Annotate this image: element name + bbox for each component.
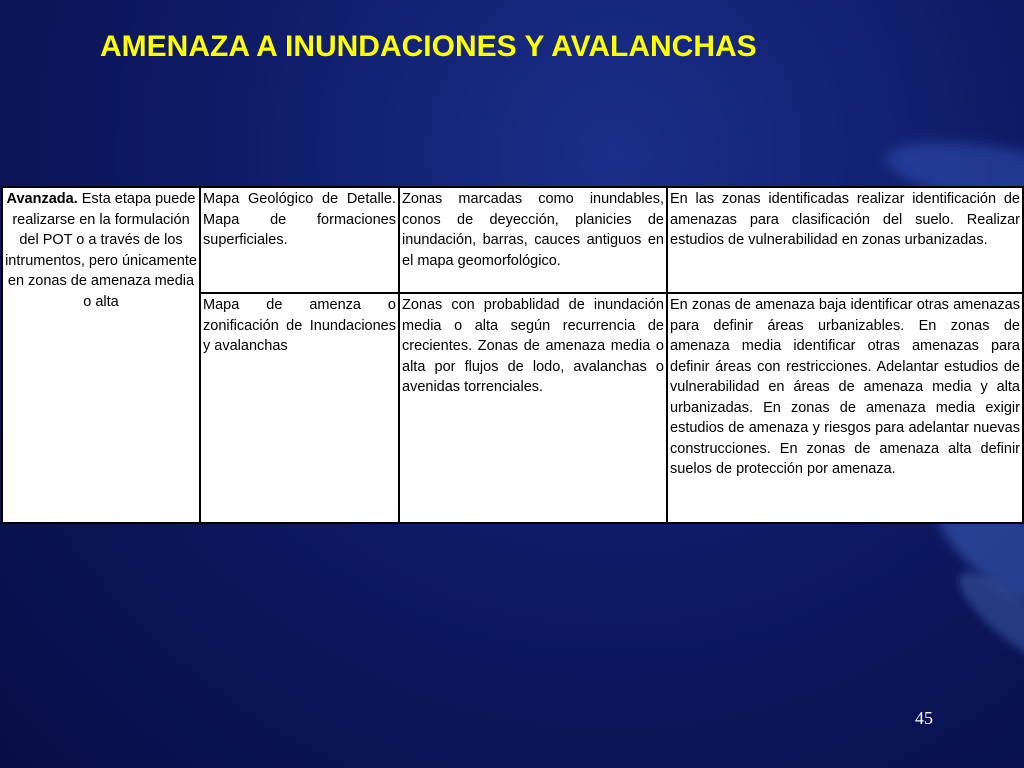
level-label: Avanzada. [6,191,78,207]
map-cell: Mapa de amenza o zonificación de Inundaciones y avalanchas [200,293,399,523]
level-description: Esta etapa puede realizarse en la formulación del POT o a través de los intrumentos, pero únicamente en zonas de amenaza media o alta [5,191,197,310]
zones-cell: Zonas con probablidad de inundación media o alta según recurrencia de crecientes. Zonas de amenaza media o alta por flujos de lodo, avalanchas o avenidas torrenciales. [399,293,667,523]
page-number: 45 [915,708,933,728]
action-cell: En zonas de amenaza baja identificar otras amenazas para definir áreas urbanizables. En zonas de amenaza media identificar otras amenazas para definir áreas con restricciones. Adelantar estudios de vulnerabilidad en áreas de amenaza media y alta urbanizadas. En zonas de amenaza media exigir estudios de amenaza y riesgos para adelantar nuevas construcciones. En zonas de amenaza alta definir suelos de protección por amenaza. [667,293,1023,523]
background-swoosh [948,560,1024,681]
action-cell: En las zonas identificadas realizar identificación de amenazas para clasificación del suelo. Realizar estudios de vulnerabilidad en zonas urbanizadas. [667,187,1023,293]
map-cell: Mapa Geológico de Detalle. Mapa de formaciones superficiales. [200,187,399,293]
slide-title: AMENAZA A INUNDACIONES Y AVALANCHAS [100,30,757,63]
hazard-table [1,186,1024,524]
level-cell [2,187,200,523]
table-row [2,187,1023,293]
zones-cell: Zonas marcadas como inundables, conos de deyección, planicies de inundación, barras, cauces antiguos en el mapa geomorfológico. [399,187,667,293]
